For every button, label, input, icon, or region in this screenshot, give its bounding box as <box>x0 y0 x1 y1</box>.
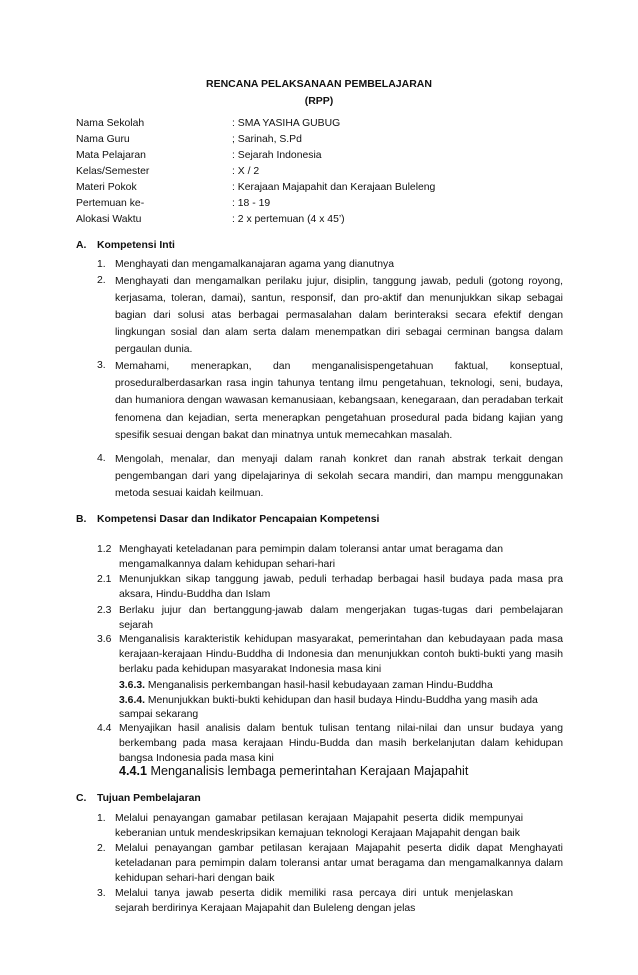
item-text: Menghayati keteladanan para pemimpin dalam toleransi antar umat beragama dan mengamalkannya dalam kehidupan sehari-hari <box>119 544 503 571</box>
info-label: Materi Pokok <box>76 182 137 193</box>
indicator-text: Menunjukkan bukti-bukti kehidupan dan hasil budaya Hindu-Buddha yang masih ada sampai sekarang <box>119 695 538 720</box>
info-value: : X / 2 <box>232 166 260 177</box>
item-text: Menghayati dan mengamalkan perilaku jujur, disiplin, tanggung jawab, peduli (gotong royong, kerjasama, toleran, damai), santun, responsif, dan pro-aktif dan menunjukkan sikap sebagai bagian dari solusi atas berbagai permasalahan dalam berinteraksi secara efektif dengan lingkungan sosial dan alam serta dalam menempatkan diri sebagai cerminan bangsa dalam pergaulan dunia. <box>115 276 563 355</box>
item-number: 3. <box>97 888 106 899</box>
item-number: 3. <box>97 360 106 371</box>
item-number: 2.1 <box>97 574 112 585</box>
item-number: 1.2 <box>97 544 112 555</box>
indicator-text: Menganalisis lembaga pemerintahan Kerajaan Majapahit <box>147 764 469 778</box>
indicator-item <box>119 694 544 722</box>
info-row-school <box>76 118 576 133</box>
info-value: : Sejarah Indonesia <box>232 150 322 161</box>
list-item <box>97 811 563 841</box>
indicator-highlight <box>119 764 468 778</box>
info-row-class <box>76 166 576 181</box>
list-item <box>97 358 563 444</box>
item-number: 1. <box>97 259 106 270</box>
list-item <box>97 542 563 572</box>
info-row-subject <box>76 150 576 165</box>
info-value: : Kerajaan Majapahit dan Kerajaan Buleleng <box>232 182 436 193</box>
list-item <box>97 841 563 887</box>
info-label: Alokasi Waktu <box>76 214 142 225</box>
section-title: Tujuan Pembelajaran <box>97 793 201 804</box>
list-item <box>97 632 563 678</box>
list-item <box>97 572 563 602</box>
section-letter: B. <box>76 514 87 525</box>
item-number: 4.4 <box>97 723 112 734</box>
item-text: Mengolah, menalar, dan menyaji dalam ranah konkret dan ranah abstrak terkait dengan pengembangan dari yang dipelajarinya di sekolah secara mandiri, dan mampu menggunakan metoda sesuai kaidah keilmuan. <box>115 454 563 499</box>
info-label: Mata Pelajaran <box>76 150 146 161</box>
item-text: Menunjukkan sikap tanggung jawab, peduli terhadap berbagai hasil budaya pada masa pra aksara, Hindu-Buddha dan Islam <box>119 574 563 601</box>
info-label: Kelas/Semester <box>76 166 150 177</box>
indicator-text: Menganalisis perkembangan hasil-hasil kebudayaan zaman Hindu-Buddha <box>145 680 493 691</box>
info-row-time <box>76 214 576 229</box>
item-number: 2.3 <box>97 605 112 616</box>
list-item <box>97 451 563 502</box>
indicator-number: 3.6.4. <box>119 695 145 706</box>
item-text: Berlaku jujur dan bertanggung-jawab dalam mengerjakan tugas-tugas dari pembelajaran sejarah <box>119 605 563 632</box>
list-item <box>97 257 563 272</box>
list-item <box>97 603 563 633</box>
item-text: Melalui penayangan gambar petilasan kerajaan Majapahit peserta didik dapat Menghayati keteladanan para pemimpin dalam toleransi antar umat beragama dan mengamalkannya dalam kehidupan sehari-hari dengan baik <box>115 843 563 885</box>
list-item <box>97 886 563 916</box>
indicator-number: 3.6.3. <box>119 680 145 691</box>
info-label: Nama Sekolah <box>76 118 145 129</box>
list-item <box>97 721 563 767</box>
indicator-item <box>119 679 563 693</box>
item-number: 1. <box>97 813 106 824</box>
item-number: 3.6 <box>97 634 112 645</box>
info-value: : SMA YASIHA GUBUG <box>232 118 341 129</box>
info-row-topic <box>76 182 576 197</box>
info-label: Pertemuan ke- <box>76 198 145 209</box>
section-title: Kompetensi Inti <box>97 240 175 251</box>
item-text: Menyajikan hasil analisis dalam bentuk tulisan tentang nilai-nilai dan unsur budaya yang berkembang pada masa kerajaan Hindu-Budda dan masih berkelanjutan dalam kehidupan bangsa Indonesia pada masa kini <box>119 723 563 765</box>
section-letter: A. <box>76 240 87 251</box>
info-row-teacher <box>76 134 576 149</box>
info-label: Nama Guru <box>76 134 130 145</box>
item-text: Melalui penayangan gamabar petilasan kerajaan Majapahit peserta didik mempunyai keberanian untuk mendeskripsikan kemajuan teknologi Kerajaan Majapahit dengan baik <box>115 813 523 840</box>
document-subtitle: (RPP) <box>304 95 334 107</box>
item-text: Memahami, menerapkan, dan menganalisispengetahuan faktual, konseptual, proseduralberdasarkan rasa ingin tahunya tentang ilmu pengetahuan, teknologi, seni, budaya, dan humaniora dengan wawasan kemanusiaan, kebangsaan, kenegaraan, dan peradaban terkait fenomena dan kejadian, serta menerapkan pengetahuan prosedural pada bidang kajian yang spesifik sesuai dengan bakat dan minatnya untuk memecahkan masalah. <box>115 361 563 441</box>
info-row-meeting <box>76 198 576 213</box>
indicator-number: 4.4.1 <box>119 764 148 778</box>
item-text: Menghayati dan mengamalkanajaran agama yang dianutnya <box>115 259 395 270</box>
info-value: ; Sarinah, S.Pd <box>232 134 302 145</box>
info-value: : 2 x pertemuan (4 x 45’) <box>232 214 345 225</box>
section-title: Kompetensi Dasar dan Indikator Pencapaian Kompetensi <box>97 514 380 525</box>
list-item <box>97 273 563 358</box>
document-title: RENCANA PELAKSANAAN PEMBELAJARAN <box>206 78 432 90</box>
info-value: : 18 - 19 <box>232 198 271 209</box>
item-text: Menganalisis karakteristik kehidupan masyarakat, pemerintahan dan kebudayaan pada masa kerajaan-kerajaan Hindu-Buddha di Indonesia dan menunjukkan contoh bukti-bukti yang masih berlaku pada kehidupan masyarakat Indonesia masa kini <box>119 634 563 676</box>
item-number: 2. <box>97 843 106 854</box>
section-letter: C. <box>76 793 87 804</box>
item-number: 2. <box>97 275 106 286</box>
item-text: Melalui tanya jawab peserta didik memiliki rasa percaya diri untuk menjelaskan sejarah berdirinya Kerajaan Majapahit dan Buleleng dengan jelas <box>115 888 513 915</box>
item-number: 4. <box>97 453 106 464</box>
